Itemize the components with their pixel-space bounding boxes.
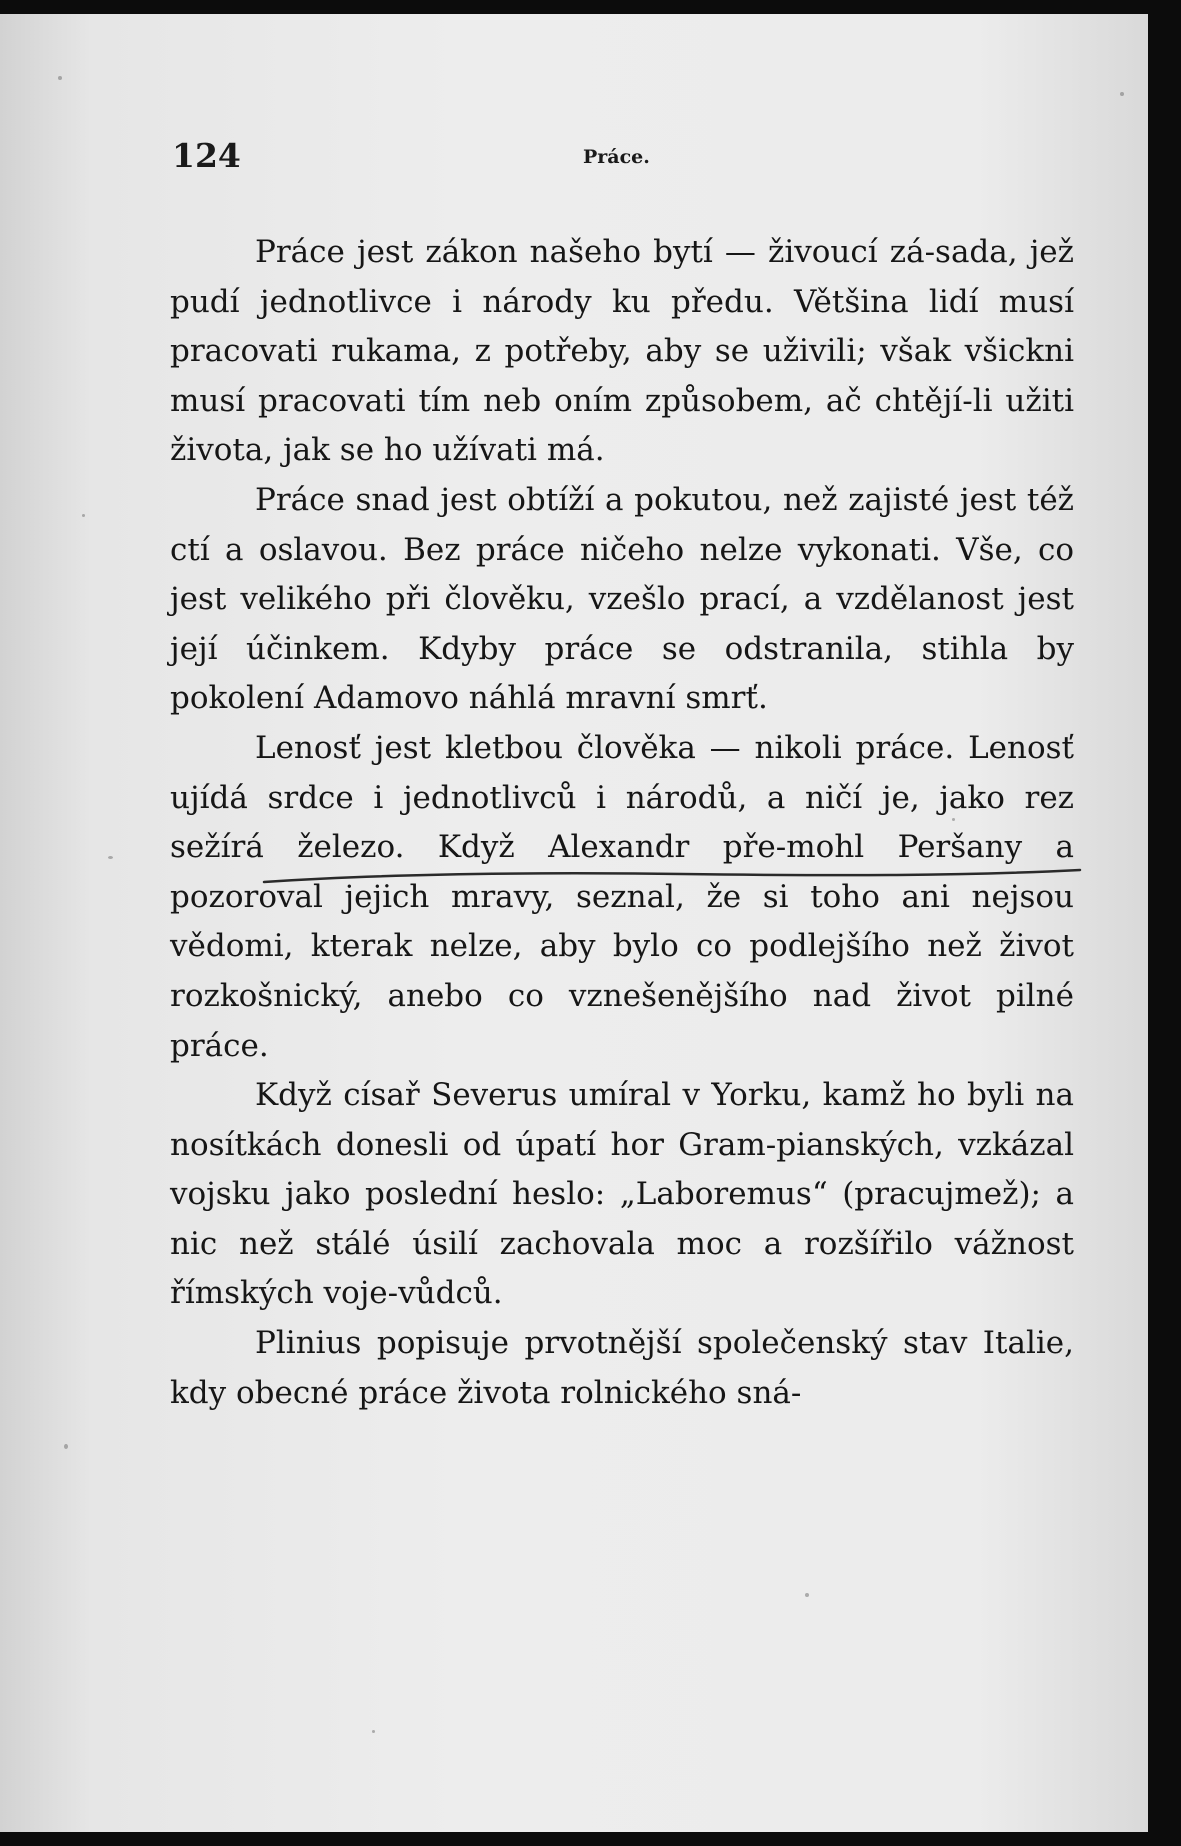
paragraph: Plinius popisuje prvotnější společenský stav Italie, kdy obecné práce života rolnického sná- bbox=[170, 1325, 1074, 1411]
paper-speck bbox=[805, 1593, 809, 1597]
paragraph: Práce snad jest obtíží a pokutou, než zajisté jest též ctí a oslavou. Bez práce ničeho nelze vykonati. Vše, co jest velikého při člověku, vzešlo prací, a vzdělanost jest její účinkem. Kdyby práce se odstranila, stihla by pokolení Adamovo náhlá mravní smrť. bbox=[170, 481, 1074, 717]
paper-speck bbox=[108, 856, 113, 859]
paper-speck bbox=[1120, 92, 1124, 96]
running-head: Práce. bbox=[583, 146, 650, 168]
paper-speck bbox=[82, 514, 85, 517]
paper-speck bbox=[372, 1730, 375, 1733]
page-number: 124 bbox=[172, 136, 241, 175]
paper-speck bbox=[58, 76, 62, 80]
paragraph: Když císař Severus umíral v Yorku, kamž ho byli na nosítkách donesli od úpatí hor Gram-pianských, vzkázal vojsku jako poslední heslo: „Laboremus“ (pracujmež); a nic než stálé úsilí zachovala moc a rozšířilo vážnost římských voje-vůdců. bbox=[170, 1077, 1074, 1312]
body-text bbox=[170, 228, 1074, 1418]
page-header bbox=[168, 136, 1074, 176]
paper-speck bbox=[64, 1444, 68, 1449]
paragraph: Práce jest zákon našeho bytí — živoucí zá-sada, jež pudí jednotlivce i národy ku předu. Většina lidí musí pracovati rukama, z potřeby, aby se uživili; však všickni musí pracovati tím neb oním způsobem, ač chtějí-li užiti života, jak se ho užívati má. bbox=[170, 234, 1074, 469]
paragraph: Lenosť jest kletbou člověka — nikoli práce. Lenosť ujídá srdce i jednotlivců i národů, a ničí je, jako rez sežírá železo. Když Alexandr pře-mohl Peršany a pozoroval jejich mravy, seznal, že si toho ani nejsou vědomi, kterak nelze, aby bylo co podlejšího než život rozkošnický, anebo co vznešenějšího nad život pilné práce. bbox=[170, 729, 1074, 1064]
